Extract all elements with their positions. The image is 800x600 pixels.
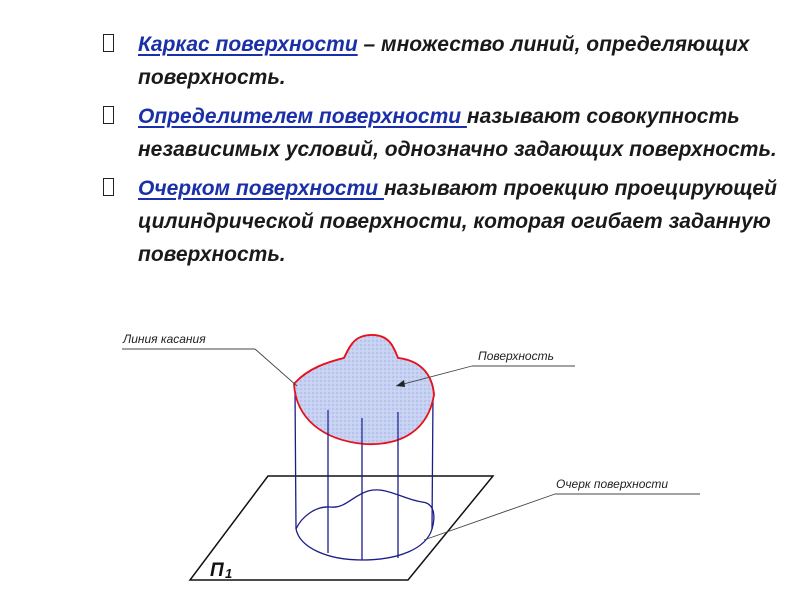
definition-surface-outline: называют проекцию проецирующей цилиндрической поверхности, которая огибает заданную поверхность. xyxy=(138,177,777,266)
leader-outline xyxy=(424,494,555,540)
label-surface: Поверхность xyxy=(478,349,554,363)
projector-line xyxy=(295,389,296,529)
term-surface-frame: Каркас поверхности xyxy=(138,33,358,56)
outline-curve-bottom xyxy=(296,529,432,560)
surface-side-face xyxy=(294,335,434,444)
plane-label: П xyxy=(210,560,224,581)
definition-surface-frame: – множество линий, определяющих поверхность. xyxy=(138,33,750,89)
term-surface-determinant: Определителем поверхности xyxy=(138,105,467,128)
plane-subscript: 1 xyxy=(225,566,233,581)
term-surface-outline: Очерком поверхности xyxy=(138,177,384,200)
definition-surface-determinant: называют совокупность независимых условий, однозначно задающих поверхность. xyxy=(138,105,777,161)
projection-plane xyxy=(190,476,493,580)
leader-tangent-line xyxy=(255,349,297,386)
label-tangent-line: Линия касания xyxy=(123,332,206,346)
outline-curve-top xyxy=(296,490,434,529)
label-outline: Очерк поверхности xyxy=(556,477,669,491)
